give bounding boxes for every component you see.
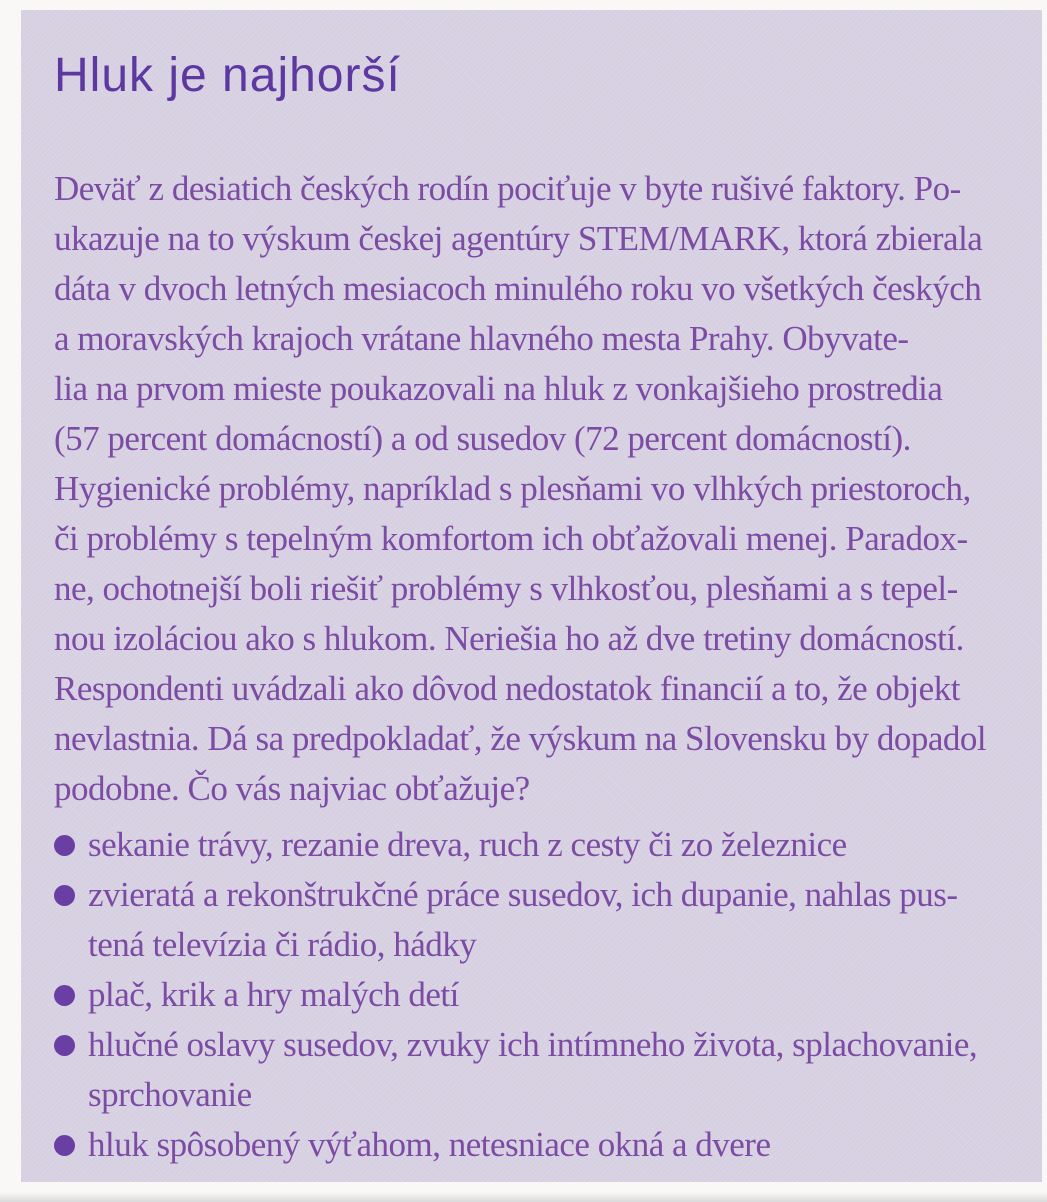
bullet-dot-icon xyxy=(54,885,75,906)
body-line: podobne. Čo vás najviac obťažuje? xyxy=(54,769,530,808)
bullet-item xyxy=(54,870,1018,970)
body-line: lia na prvom mieste poukazovali na hluk z vonkajšieho prostredia xyxy=(54,369,943,408)
bullet-dot-icon xyxy=(54,985,75,1006)
bullet-list xyxy=(54,820,1018,1170)
article-title: Hluk je najhorší xyxy=(54,49,401,102)
bullet-item xyxy=(54,1120,1018,1170)
body-line: ukazuje na to výskum českej agentúry STEM/MARK, ktorá zbierala xyxy=(54,219,983,258)
body-line: (57 percent domácností) a od susedov (72 percent domácností). xyxy=(54,419,911,458)
body-line: nevlastnia. Dá sa predpokladať, že výskum na Slovensku by dopadol xyxy=(54,719,987,758)
body-line: dáta v dvoch letných mesiacoch minulého roku vo všetkých českých xyxy=(54,269,982,308)
body-line: nou izoláciou ako s hlukom. Neriešia ho až dve tretiny domácností. xyxy=(54,619,964,658)
bullet-line: tená televízia či rádio, hádky xyxy=(88,925,477,964)
bullet-item xyxy=(54,1020,1018,1120)
body-line: Deväť z desiatich českých rodín pociťuje v byte rušivé faktory. Po- xyxy=(54,169,961,208)
article-body xyxy=(54,164,1018,814)
bullet-line: sprchovanie xyxy=(88,1075,252,1114)
bullet-item xyxy=(54,970,1018,1020)
bullet-dot-icon xyxy=(54,1135,75,1156)
scan-edge-shadow xyxy=(0,1192,1047,1202)
body-line: Respondenti uvádzali ako dôvod nedostatok financií a to, že objekt xyxy=(54,669,960,708)
bullet-dot-icon xyxy=(54,835,75,856)
bullet-line: sekanie trávy, rezanie dreva, ruch z cesty či zo železnice xyxy=(88,825,847,864)
bullet-dot-icon xyxy=(54,1035,75,1056)
bullet-line: hluk spôsobený výťahom, netesniace okná a dvere xyxy=(88,1125,771,1164)
bullet-line: hlučné oslavy susedov, zvuky ich intímneho života, splachovanie, xyxy=(88,1025,978,1064)
article-panel xyxy=(21,10,1042,1182)
bullet-item xyxy=(54,820,1018,870)
body-line: a moravských krajoch vrátane hlavného mesta Prahy. Obyvate- xyxy=(54,319,909,358)
body-line: ne, ochotnejší boli riešiť problémy s vlhkosťou, plesňami a s tepel- xyxy=(54,569,958,608)
body-line: Hygienické problémy, napríklad s plesňami vo vlhkých priestoroch, xyxy=(54,469,971,508)
body-line: či problémy s tepelným komfortom ich obťažovali menej. Paradox- xyxy=(54,519,968,558)
bullet-line: plač, krik a hry malých detí xyxy=(88,975,459,1014)
bullet-line: zvieratá a rekonštrukčné práce susedov, ich dupanie, nahlas pus- xyxy=(88,875,958,914)
